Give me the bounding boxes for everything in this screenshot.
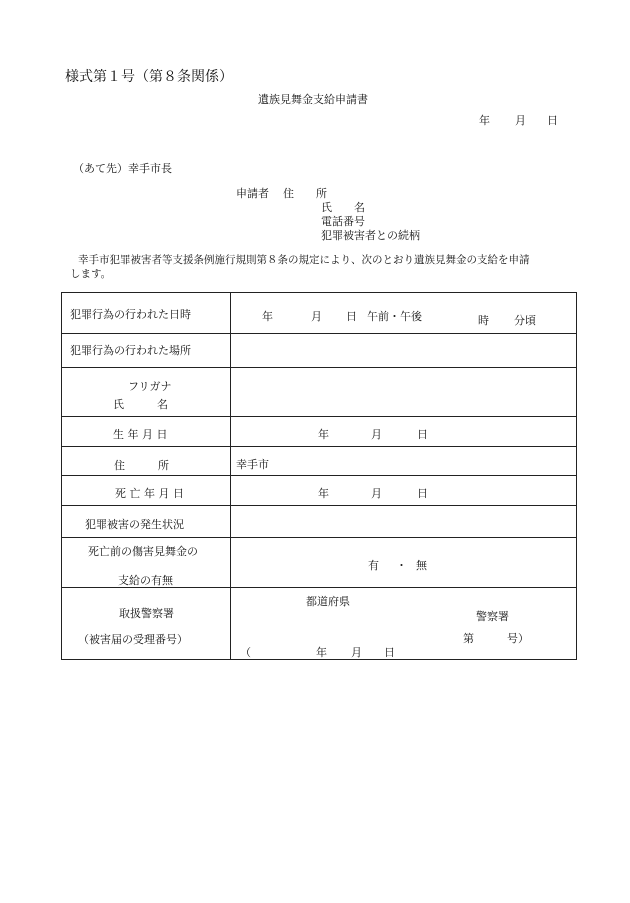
body-text-line2: します。 [70, 268, 112, 280]
crime-place-label: 犯罪行為の行われた場所 [70, 344, 191, 357]
form-number: 様式第１号（第８条関係） [65, 69, 233, 85]
police-open-paren: （ [240, 646, 251, 659]
crime-minute: 分頃 [514, 314, 536, 327]
page-title: 遺族見舞金支給申請書 [258, 93, 368, 106]
row-divider [61, 537, 576, 538]
row-divider [61, 367, 576, 368]
name-label: 氏 名 [113, 398, 168, 411]
addressee: （あて先）幸手市長 [73, 162, 172, 175]
police-number-suffix: 号） [507, 632, 529, 645]
applicant-phone-label: 電話番号 [321, 215, 365, 228]
crime-datetime-label: 犯罪行為の行われた日時 [70, 308, 191, 321]
row-divider [61, 446, 576, 447]
death-day: 日 [417, 487, 428, 500]
situation-field[interactable] [232, 507, 572, 535]
injury-payment-yes[interactable]: 有 [368, 559, 379, 572]
police-year: 年 [316, 646, 327, 659]
police-station-label: 取扱警察署 [119, 607, 174, 620]
situation-label: 犯罪被害の発生状況 [85, 518, 184, 531]
crime-ampm[interactable]: 午前・午後 [367, 310, 422, 323]
birth-day: 日 [417, 428, 428, 441]
date-day[interactable]: 日 [547, 114, 558, 127]
row-divider [61, 416, 576, 417]
crime-place-field[interactable] [232, 335, 572, 365]
birth-month: 月 [371, 428, 382, 441]
police-receipt-label: （被害届の受理番号） [78, 633, 188, 646]
crime-day: 日 [346, 310, 357, 323]
injury-payment-label-2: 支給の有無 [118, 574, 173, 587]
crime-hour: 時 [478, 314, 489, 327]
applicant-name-label: 氏 名 [321, 201, 365, 214]
birth-year: 年 [318, 428, 329, 441]
furigana-label: フリガナ [128, 380, 172, 393]
body-text-line1: 幸手市犯罪被害者等支援条例施行規則第８条の規定により、次のとおり遺族見舞金の支給を申請 [78, 254, 530, 266]
police-prefecture: 都道府県 [306, 595, 350, 608]
address-label: 住 所 [114, 459, 169, 472]
row-divider [61, 505, 576, 506]
death-year: 年 [318, 487, 329, 500]
injury-payment-no[interactable]: 無 [416, 559, 427, 572]
row-divider [61, 333, 576, 334]
applicant-label: 申請者 [236, 187, 269, 200]
name-field[interactable] [232, 369, 572, 414]
crime-month: 月 [311, 310, 322, 323]
death-date-label: 死 亡 年 月 日 [115, 487, 184, 500]
applicant-address-label: 住 所 [283, 187, 327, 200]
date-month[interactable]: 月 [515, 114, 526, 127]
address-field[interactable]: 幸手市 [236, 458, 269, 471]
applicant-relation-label: 犯罪被害者との続柄 [321, 229, 420, 242]
police-station: 警察署 [476, 610, 509, 623]
crime-year: 年 [262, 310, 273, 323]
injury-payment-separator: ・ [396, 559, 407, 572]
death-month: 月 [371, 487, 382, 500]
police-day: 日 [384, 646, 395, 659]
injury-payment-label-1: 死亡前の傷害見舞金の [88, 545, 198, 558]
date-year[interactable]: 年 [479, 114, 490, 127]
police-month: 月 [351, 646, 362, 659]
police-number-prefix: 第 [463, 632, 474, 645]
birthdate-label: 生 年 月 日 [113, 428, 168, 441]
row-divider [61, 475, 576, 476]
